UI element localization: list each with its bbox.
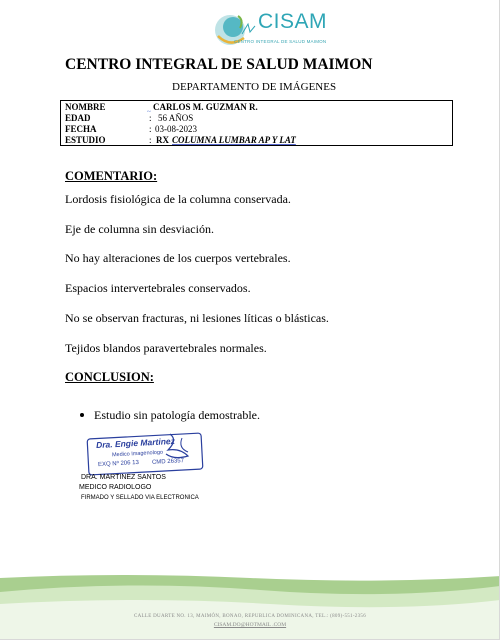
info-separator: : (149, 113, 152, 123)
stamp-name: Dra. Engie Martinez (95, 435, 176, 451)
report-title: CENTRO INTEGRAL DE SALUD MAIMON (65, 56, 373, 73)
comentario-line: No se observan fracturas, ni lesiones líticas o blásticas. (65, 311, 329, 325)
department-label: DEPARTAMENTO DE IMÁGENES (172, 81, 337, 93)
info-value-nombre: CARLOS M. GUZMAN R. (153, 102, 258, 112)
info-value-edad: 56 AÑOS (158, 113, 194, 123)
logo-subtitle: CENTRO INTEGRAL DE SALUD MAIMON (234, 39, 327, 44)
spellcheck-mark-icon: ~ (147, 108, 151, 116)
comentario-line: No hay alteraciones de los cuerpos vertebrales. (65, 251, 291, 265)
info-label: EDAD (65, 113, 91, 123)
info-value-estudio: COLUMNA LUMBAR AP Y LAT (172, 135, 296, 145)
comentario-line: Espacios intervertebrales conservados. (65, 281, 251, 295)
footer-wave-background (0, 570, 500, 640)
conclusion-heading: CONCLUSION: (65, 370, 154, 384)
signer-name: DRA. MARTINEZ SANTOS (81, 474, 166, 481)
stamp-exq: EXQ Nº 206 13 (97, 459, 140, 469)
footer-email-row (0, 622, 500, 628)
comentario-line: Lordosis fisiológica de la columna conservada. (65, 192, 291, 206)
info-value-estudio-prefix: RX (156, 135, 169, 145)
info-label: NOMBRE (65, 102, 106, 112)
info-value-fecha: 03-08-2023 (155, 124, 197, 134)
info-label: ESTUDIO (65, 135, 106, 145)
patient-info-box (60, 100, 453, 146)
conclusion-bullet: Estudio sin patología demostrable. (94, 408, 260, 422)
signer-role: MEDICO RADIOLOGO (79, 484, 152, 491)
footer-address: CALLE DUARTE NO. 13, MAIMÓN, BONAO, REPUBLICA DOMINICANA, TEL.: (809)-551-2356 (133, 614, 367, 619)
cisam-logo (208, 8, 328, 54)
info-separator: : (149, 124, 152, 134)
signature-note: FIRMADO Y SELLADO VIA ELECTRONICA (81, 495, 199, 501)
stamp-title: Medico Imagenologo (111, 449, 164, 459)
bullet-icon (80, 413, 84, 417)
comentario-heading: COMENTARIO: (65, 169, 158, 183)
comentario-line: Eje de columna sin desviación. (65, 222, 214, 236)
doctor-stamp (82, 430, 212, 478)
logo-name: CISAM (258, 10, 328, 33)
footer-email[interactable]: CISAM.DO@HOTMAIL .COM (213, 622, 287, 628)
comentario-line: Tejidos blandos paravertebrales normales. (65, 341, 267, 355)
info-separator: : (149, 135, 152, 145)
stamp-cmd: CMD 26357 (151, 458, 185, 466)
info-label: FECHA (65, 124, 97, 134)
